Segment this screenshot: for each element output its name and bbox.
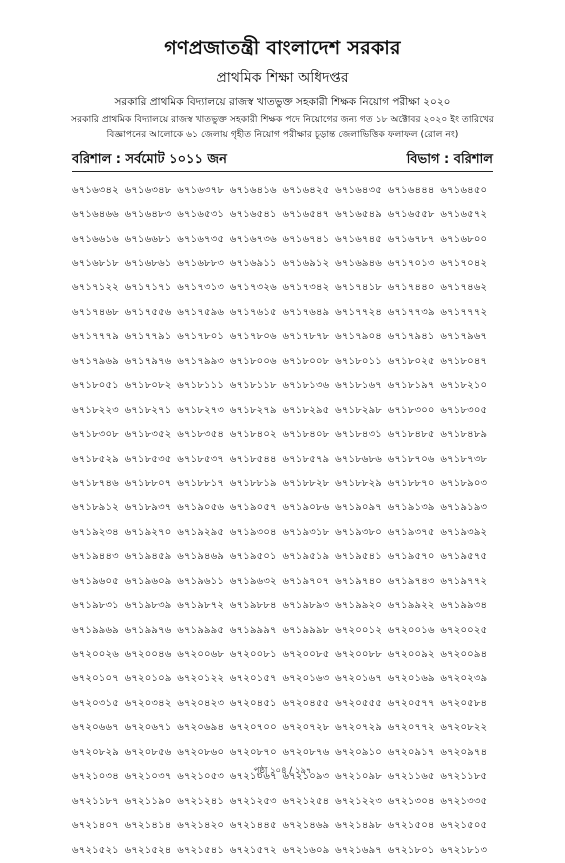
roll-number-cell: ৬৭১৯৩০৪	[229, 526, 277, 538]
roll-number-cell: ৬৭১৮০১১	[335, 355, 382, 367]
roll-number-cell: ৬৭১৮০০৬	[229, 355, 277, 367]
roll-number-cell: ৬৭২১২৫৩	[229, 795, 277, 807]
roll-number-cell: ৬৭২১১৮৫	[440, 771, 488, 783]
roll-number-cell: ৬৭১৬৪৫০	[440, 184, 488, 196]
roll-number-cell: ৬৭১৯০৫৬	[177, 502, 225, 514]
roll-number-cell: ৬৭১৮০৮২	[124, 380, 172, 392]
roll-number-cell: ৬৭২১০৩৭	[124, 771, 172, 783]
roll-number-cell: ৬৭১৬৫৩১	[177, 209, 225, 221]
roll-number-cell: ৬৭২০৯৭৪	[440, 746, 488, 758]
roll-number-cell: ৬৭১৬৩৪২	[72, 184, 119, 196]
roll-number-cell: ৬৭১৮৮২৮	[282, 477, 330, 489]
roll-number-cell: ৬৭১৯২৩৪	[72, 526, 119, 538]
roll-number-cell: ৬৭২১৪৪৫	[229, 820, 277, 832]
roll-number-cell: ৬৭১৮২৯৮	[335, 404, 382, 416]
roll-number-cell: ৬৭১৯৬০৫	[72, 575, 119, 587]
roll-number-cell: ৬৭২১০৬৭	[229, 771, 277, 783]
roll-number-cell: ৬৭১৭৯৬৯	[72, 355, 119, 367]
roll-number-cell: ৬৭১৮২৭১	[124, 404, 172, 416]
roll-number-cell: ৬৭১৯৫১৯	[282, 551, 330, 563]
roll-number-cell: ৬৭১৯৪৬৯	[177, 551, 225, 563]
roll-number-cell: ৬৭২১৬৯৭	[335, 844, 383, 856]
roll-number-cell: ৬৭১৯৩৭৫	[387, 526, 435, 538]
roll-number-cell: ৬৭১৭৯৭৬	[124, 355, 172, 367]
roll-number-cell: ৬৭২০৭০০	[229, 722, 277, 734]
roll-number-cell: ৬৭১৮১১৮	[229, 380, 277, 392]
government-title: গণপ্রজাতন্ত্রী বাংলাদেশ সরকার	[164, 37, 401, 59]
roll-number-cell: ৬৭১৯৭০৭	[282, 575, 330, 587]
roll-number-cell: ৬৭১৮২২৩	[72, 404, 119, 416]
roll-number-cell: ৬৭২১৪৬৯	[282, 820, 330, 832]
roll-number-cell: ৬৭১৮১৩৬	[282, 380, 330, 392]
roll-number-cell: ৬৭১৮৪০৮	[282, 429, 330, 441]
roll-number-cell: ৬৭১৮২৭৩	[177, 404, 225, 416]
roll-number-cell: ৬৭১৮৯০৩	[440, 477, 488, 489]
roll-number-cell: ৬৭১৮২৭৯	[229, 404, 277, 416]
roll-number-cell: ৬৭১৮৬৮৬	[335, 453, 382, 465]
roll-number-cell: ৬৭২১০৩৪	[72, 771, 119, 783]
roll-number-cell: ৬৭১৬৪২৫	[282, 184, 330, 196]
roll-number-cell: ৬৭১৬৪১৬	[229, 184, 277, 196]
roll-number-cell: ৬৭২১০৫৩	[177, 771, 225, 783]
roll-number-cell: ৬৭২০৮৭৬	[282, 746, 330, 758]
roll-number-cell: ৬৭১৯০৮৬	[282, 502, 330, 514]
roll-number-cell: ৬৭১৭৪৬২	[440, 282, 488, 294]
roll-number-cell: ৬৭১৬৪৮৩	[124, 209, 172, 221]
roll-number-cell: ৬৭১৮৮৭০	[387, 477, 435, 489]
roll-number-cell: ৬৭১৭০৪২	[440, 258, 488, 270]
roll-number-cell: ৬৭২০১৫৭	[229, 673, 277, 685]
roll-number-cell: ৬৭২০৮৫৬	[124, 746, 172, 758]
roll-number-cell: ৬৭১৯৩১৮	[282, 526, 330, 538]
roll-number-cell: ৬৭১৬৫৭২	[440, 209, 488, 221]
roll-number-cell: ৬৭২০৮৭০	[229, 746, 277, 758]
roll-number-cell: ৬৭১৬৩৪৮	[124, 184, 172, 196]
roll-number-cell: ৬৭২০৮২৯	[72, 746, 119, 758]
heading-divider	[72, 171, 493, 172]
roll-number-cell: ৬৭১৬৩৭৮	[177, 184, 225, 196]
roll-number-cell: ৬৭১৮৮২৯	[335, 477, 382, 489]
roll-number-cell: ৬৭১৯৫০১	[229, 551, 277, 563]
roll-number-cell: ৬৭২০৪৫৫	[282, 697, 330, 709]
roll-number-cell: ৬৭১৬৬৮১	[124, 233, 172, 245]
roll-number-cell: ৬৭১৭৭৯১	[124, 331, 172, 343]
roll-number-cell: ৬৭১৬৭৪১	[282, 233, 330, 245]
roll-number-cell: ৬৭১৬৮১৮	[72, 258, 119, 270]
roll-number-cell: ৬৭১৮৩০৮	[72, 429, 119, 441]
roll-number-cell: ৬৭১৭৫৫৬	[124, 306, 172, 318]
roll-number-cell: ৬৭১৮০৪৭	[440, 355, 488, 367]
page-number: পৃষ্ঠা ১০৪ / ১৯৭	[253, 766, 312, 776]
roll-number-cell: ৬৭১৭০১৩	[387, 258, 435, 270]
roll-number-cell: ৬৭১৬৯৪৬	[335, 258, 382, 270]
notice-line-2: বিজ্ঞাপনের আলোকে ৬১ জেলায় গৃহীত নিয়োগ পরীক্ষার চূড়ান্ত জেলাভিত্তিক ফলাফল (রোল নং)	[106, 129, 459, 140]
roll-number-cell: ৬৭১৬৪৬৬	[72, 209, 119, 221]
roll-number-cell: ৬৭১৬৫৪৯	[335, 209, 382, 221]
roll-number-cell: ৬৭২১৮০১	[387, 844, 435, 856]
roll-number-cell: ৬৭১৮৪৮৯	[440, 429, 488, 441]
roll-number-cell: ৬৭২০৬৭১	[124, 722, 172, 734]
roll-number-cell: ৬৭১৯০৯৭	[335, 502, 382, 514]
roll-number-cell: ৬৭২০৯১৭	[387, 746, 435, 758]
roll-number-cell: ৬৭১৬৯১১	[229, 258, 277, 270]
roll-number-cell: ৬৭২০৬৬৭	[72, 722, 119, 734]
roll-number-cell: ৬৭২১৫০৪	[387, 820, 435, 832]
roll-number-cell: ৬৭১৯৯৭৬	[124, 624, 172, 636]
roll-number-cell: ৬৭১৯৪৫৯	[124, 551, 172, 563]
roll-number-cell: ৬৭১৮৪০২	[229, 429, 277, 441]
roll-number-cell: ৬৭১৭৯০৪	[335, 331, 382, 343]
roll-number-cell: ৬৭১৯৭৪৩	[387, 575, 435, 587]
roll-number-cell: ৬৭২০৫৫৫	[335, 697, 382, 709]
roll-number-cell: ৬৭১৭৮০৬	[229, 331, 277, 343]
roll-number-cell: ৬৭২১৫২১	[72, 844, 119, 856]
roll-number-cell: ৬৭১৯৩৯২	[440, 526, 488, 538]
roll-number-cell: ৬৭১৮৮০৭	[124, 477, 172, 489]
roll-number-cell: ৬৭২০৭২৯	[335, 722, 383, 734]
roll-number-cell: ৬৭২০০৯৪	[440, 649, 488, 661]
roll-number-cell: ৬৭২০১৬৭	[335, 673, 383, 685]
roll-number-cell: ৬৭১৯০৫৭	[229, 502, 277, 514]
roll-number-cell: ৬৭২০০৬৮	[177, 649, 225, 661]
roll-number-cell: ৬৭২০৫৮৪	[440, 697, 488, 709]
roll-number-cell: ৬৭১৮২৯৫	[282, 404, 330, 416]
roll-number-cell: ৬৭২১১৮৭	[72, 795, 119, 807]
roll-number-cell: ৬৭১৯৪৪৩	[72, 551, 119, 563]
roll-number-cell: ৬৭১৭৭২৪	[335, 306, 383, 318]
roll-number-cell: ৬৭১৯৯৬৯	[72, 624, 119, 636]
roll-number-cell: ৬৭১৭৮০১	[177, 331, 225, 343]
roll-number-cell: ৬৭১৯৯২২	[387, 600, 435, 612]
roll-number-cell: ৬৭১৭৩১৩	[177, 282, 225, 294]
roll-number-cell: ৬৭১৬৫৪৭	[282, 209, 330, 221]
roll-number-cell: ৬৭১৮৩০৫	[440, 404, 488, 416]
roll-number-cell: ৬৭২১৬০৯	[282, 844, 330, 856]
roll-number-cell: ৬৭২১৩৩৫	[440, 795, 488, 807]
roll-number-cell: ৬৭২০৫৭৭	[387, 697, 435, 709]
roll-number-cell: ৬৭১৯৭৪০	[335, 575, 382, 587]
roll-number-cell: ৬৭১৮৭৪৬	[72, 477, 119, 489]
roll-number-cell: ৬৭২১৪৯৮	[335, 820, 382, 832]
roll-number-cell: ৬৭১৮৫৩৫	[124, 453, 172, 465]
roll-number-cell: ৬৭১৬৯১২	[282, 258, 330, 270]
roll-number-cell: ৬৭১৮৭০৬	[387, 453, 435, 465]
roll-number-cell: ৬৭২০৮৬০	[177, 746, 225, 758]
roll-number-cell: ৬৭১৮৭৩৮	[440, 453, 488, 465]
roll-number-cell: ৬৭১৬৫৫৮	[387, 209, 435, 221]
roll-number-cell: ৬৭২১৮১৩	[440, 844, 488, 856]
roll-number-cell: ৬৭১৮৫৪৪	[229, 453, 277, 465]
roll-number-cell: ৬৭১৭১২২	[72, 282, 119, 294]
notice-line-1: সরকারি প্রাথমিক বিদ্যালয়ে রাজস্ব খাতভুক্ত সহকারী শিক্ষক পদে নিয়োগের জন্য গত ১৮ অক্টোবর ২০২০ ইং তারিখের	[71, 114, 494, 125]
roll-number-cell: ৬৭১৯৯৯৮	[282, 624, 330, 636]
roll-number-cell: ৬৭২০১৬৩	[282, 673, 330, 685]
roll-number-cell: ৬৭১৯১৯৩	[440, 502, 488, 514]
roll-number-cell: ৬৭১৯২৭০	[124, 526, 172, 538]
roll-number-cell: ৬৭১৯৮৯৩	[282, 600, 330, 612]
roll-number-cell: ৬৭২০০৪৬	[124, 649, 172, 661]
roll-number-cell: ৬৭১৯৯৯৭	[229, 624, 277, 636]
roll-number-cell: ৬৭২০৪৫১	[229, 697, 277, 709]
roll-number-cell: ৬৭১৮৫৩৭	[177, 453, 225, 465]
roll-number-cell: ৬৭১৮৩৫২	[124, 429, 172, 441]
roll-number-cell: ৬৭২০৭২৮	[282, 722, 330, 734]
roll-number-cell: ৬৭১৭৪১৮	[335, 282, 382, 294]
roll-number-cell: ৬৭১৯৫৭৫	[440, 551, 488, 563]
roll-number-cell: ৬৭১৬৭৩৬	[229, 233, 277, 245]
roll-number-cell: ৬৭১৯৮৮৪	[229, 600, 277, 612]
roll-number-cell: ৬৭২১৫৪১	[177, 844, 225, 856]
roll-number-cell: ৬৭১৯৯২০	[335, 600, 382, 612]
roll-number-cell: ৬৭২০৮২২	[440, 722, 488, 734]
roll-number-cell: ৬৭২০০৮১	[229, 649, 277, 661]
roll-number-cell: ৬৭১৯৭৭২	[440, 575, 488, 587]
roll-number-cell: ৬৭২০০৮৫	[282, 649, 330, 661]
roll-number-cell: ৬৭২১১৯০	[124, 795, 172, 807]
roll-number-cell: ৬৭১৬৮০০	[440, 233, 488, 245]
roll-number-cell: ৬৭১৭৭৭৯	[72, 331, 119, 343]
roll-number-cell: ৬৭২০৩১৫	[72, 697, 119, 709]
roll-number-cell: ৬৭১৯৮৩১	[72, 600, 119, 612]
roll-number-cell: ৬৭২০৪২৩	[177, 697, 225, 709]
roll-number-cell: ৬৭১৮৩০০	[387, 404, 435, 416]
roll-number-cell: ৬৭১৭৯৬৭	[440, 331, 488, 343]
roll-number-cell: ৬৭১৬৭৮৭	[387, 233, 435, 245]
roll-number-cell: ৬৭২০৭৭২	[387, 722, 435, 734]
roll-number-cell: ৬৭১৭৯৪১	[387, 331, 435, 343]
roll-number-cell: ৬৭১৮০০৮	[282, 355, 330, 367]
roll-number-cell: ৬৭১৭৩২৬	[229, 282, 277, 294]
roll-number-cell: ৬৭১৬৮৬১	[124, 258, 172, 270]
roll-number-cell: ৬৭২১৪২০	[177, 820, 225, 832]
roll-number-cell: ৬৭১৯৯৩৪	[440, 600, 488, 612]
roll-number-cell: ৬৭২০০২৬	[72, 649, 119, 661]
district-total-heading: বরিশাল : সর্বমোট ১০১১ জন	[72, 152, 227, 167]
roll-number-cell: ৬৭১৬৫৪১	[229, 209, 277, 221]
roll-number-cell: ৬৭১৯১৩৯	[387, 502, 435, 514]
roll-number-cell: ৬৭১৬৪৩৫	[335, 184, 382, 196]
roll-number-cell: ৬৭১৬৬১৬	[72, 233, 119, 245]
roll-number-cell: ৬৭১৯৫৪১	[335, 551, 382, 563]
roll-number-cell: ৬৭১৮৯৩৭	[124, 502, 172, 514]
roll-number-cell: ৬৭২০২৩৯	[440, 673, 488, 685]
roll-number-cell: ৬৭২১২৫৪	[282, 795, 330, 807]
roll-number-cell: ৬৭২১২৪১	[177, 795, 225, 807]
roll-number-cell: ৬৭১৮৫৭৯	[282, 453, 330, 465]
roll-number-cell: ৬৭১৬৭৩৫	[177, 233, 225, 245]
roll-number-cell: ৬৭১৭৫৯৬	[177, 306, 225, 318]
roll-number-cell: ৬৭২০১০৭	[72, 673, 119, 685]
roll-number-cell: ৬৭২১০৯৩	[282, 771, 330, 783]
roll-number-cell: ৬৭১৯৮৩৯	[124, 600, 172, 612]
roll-number-cell: ৬৭২০৬৯৪	[177, 722, 225, 734]
roll-number-cell: ৬৭২১১৬৫	[387, 771, 435, 783]
roll-number-cell: ৬৭১৭৯৯৩	[177, 355, 225, 367]
roll-number-cell: ৬৭১৮৫২৯	[72, 453, 119, 465]
exam-title: সরকারি প্রাথমিক বিদ্যালয়ে রাজস্ব খাতভুক্ত সহকারী শিক্ষক নিয়োগ পরীক্ষা ২০২০	[114, 96, 451, 108]
roll-number-cell: ৬৭২০১২২	[177, 673, 225, 685]
roll-number-cell: ৬৭১৯২৯৫	[177, 526, 225, 538]
roll-number-grid	[72, 179, 493, 863]
roll-number-cell: ৬৭২১৫২৪	[124, 844, 172, 856]
roll-number-cell: ৬৭১৭৭৩৯	[387, 306, 435, 318]
roll-number-cell: ৬৭২১৩০৪	[387, 795, 435, 807]
roll-number-cell: ৬৭১৭৩৪২	[282, 282, 330, 294]
roll-number-cell: ৬৭১৭১৭১	[124, 282, 172, 294]
roll-number-cell: ৬৭২০৩৪২	[124, 697, 172, 709]
roll-number-cell: ৬৭১৭৪৬৮	[72, 306, 119, 318]
roll-number-cell: ৬৭২০০১২	[335, 624, 383, 636]
roll-number-cell: ৬৭১৮৮১৯	[229, 477, 277, 489]
roll-number-cell: ৬৭১৮৯১২	[72, 502, 119, 514]
roll-number-cell: ৬৭১৮৩৫৪	[177, 429, 225, 441]
roll-number-cell: ৬৭১৭৪৪০	[387, 282, 435, 294]
roll-number-cell: ৬৭১৭৬৪৯	[282, 306, 330, 318]
roll-number-cell: ৬৭১৯৫৭০	[387, 551, 435, 563]
roll-number-cell: ৬৭১৯৬১১	[177, 575, 225, 587]
roll-number-cell: ৬৭১৮১৯৭	[387, 380, 435, 392]
roll-number-cell: ৬৭২১৪০৭	[72, 820, 119, 832]
roll-number-cell: ৬৭১৯৯৯৫	[177, 624, 225, 636]
roll-number-cell: ৬৭১৮৪৩১	[335, 429, 382, 441]
roll-number-cell: ৬৭১৮২১০	[440, 380, 488, 392]
division-heading: বিভাগ : বরিশাল	[406, 152, 493, 167]
roll-number-cell: ৬৭২০০২৫	[440, 624, 488, 636]
roll-number-cell: ৬৭১৯৬০৯	[124, 575, 172, 587]
roll-number-cell: ৬৭১৮৮১৭	[177, 477, 225, 489]
roll-number-cell: ৬৭২০০৮৮	[335, 649, 383, 661]
roll-number-cell: ৬৭১৬৪৪৪	[387, 184, 435, 196]
department-title: প্রাথমিক শিক্ষা অধিদপ্তর	[216, 70, 349, 86]
roll-number-cell: ৬৭১৭৬১৫	[229, 306, 277, 318]
roll-number-cell: ৬৭২১৪১৪	[124, 820, 172, 832]
roll-number-cell: ৬৭১৮০২৫	[387, 355, 435, 367]
roll-number-cell: ৬৭২০১০৯	[124, 673, 172, 685]
roll-number-cell: ৬৭২১২২৩	[335, 795, 383, 807]
roll-number-cell: ৬৭২০০৯২	[387, 649, 435, 661]
roll-number-cell: ৬৭২০৯১০	[335, 746, 383, 758]
roll-number-cell: ৬৭১৮১১১	[177, 380, 225, 392]
roll-number-cell: ৬৭১৭৭৭২	[440, 306, 488, 318]
roll-number-cell: ৬৭১৮১৬৭	[335, 380, 382, 392]
roll-number-cell: ৬৭২১০৯৮	[335, 771, 382, 783]
roll-number-cell: ৬৭১৯৩৮০	[335, 526, 382, 538]
roll-number-cell: ৬৭১৮৪৮৫	[387, 429, 435, 441]
roll-number-cell: ৬৭১৬৭৪৫	[335, 233, 382, 245]
roll-number-cell: ৬৭১৯৬৩২	[229, 575, 277, 587]
roll-number-cell: ৬৭১৬৮৮৩	[177, 258, 225, 270]
roll-number-cell: ৬৭১৮০৫১	[72, 380, 119, 392]
roll-number-cell: ৬৭১৯৮৭২	[177, 600, 225, 612]
roll-number-cell: ৬৭২১৫৭২	[229, 844, 277, 856]
roll-number-cell: ৬৭১৭৮৭৮	[282, 331, 330, 343]
roll-number-cell: ৬৭২০১৬৯	[387, 673, 435, 685]
roll-number-cell: ৬৭২১৫০৫	[440, 820, 488, 832]
roll-number-cell: ৬৭২০০১৬	[387, 624, 435, 636]
